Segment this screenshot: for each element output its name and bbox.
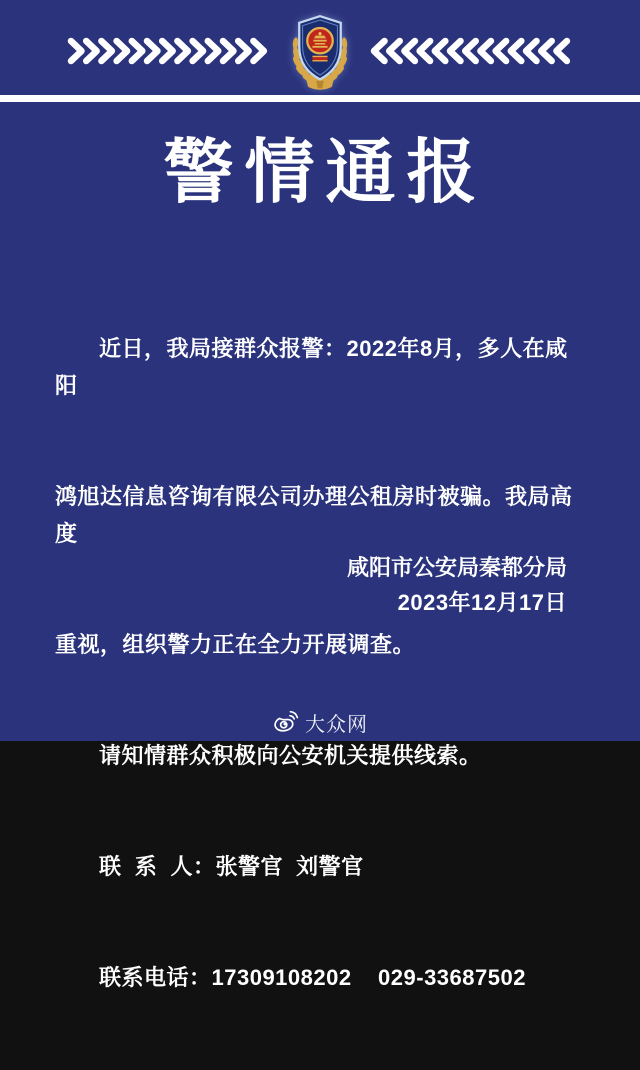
right-pointing-chevrons-icon (69, 37, 269, 65)
weibo-icon (272, 709, 299, 736)
source-name: 大众网 (305, 713, 368, 736)
issuing-organization: 咸阳市公安局秦都分局 (346, 555, 567, 580)
header-divider-stripe (0, 95, 640, 102)
notice-title: 警情通报 (163, 133, 488, 211)
signature-block (347, 550, 567, 620)
body-line: 近日，我局接群众报警：2022年8月，多人在咸阳 (55, 336, 568, 398)
header-banner (0, 0, 640, 95)
footer-watermark (0, 707, 640, 737)
police-badge-icon (287, 12, 353, 97)
body-line: 重视，组织警力正在全力开展调查。 (55, 632, 416, 657)
body-line: 请知情群众积极向公安机关提供线索。 (99, 743, 482, 768)
left-pointing-chevrons-icon (371, 37, 571, 65)
body-line contact-phones: 联系电话：17309108202 029-33687502 (99, 965, 526, 990)
notice-body (55, 256, 587, 1070)
issue-date: 2023年12月17日 (397, 590, 567, 615)
body-line contact-persons: 联 系 人：张警官 刘警官 (99, 854, 364, 879)
body-line: 鸿旭达信息咨询有限公司办理公租房时被骗。我局高度 (55, 484, 573, 546)
